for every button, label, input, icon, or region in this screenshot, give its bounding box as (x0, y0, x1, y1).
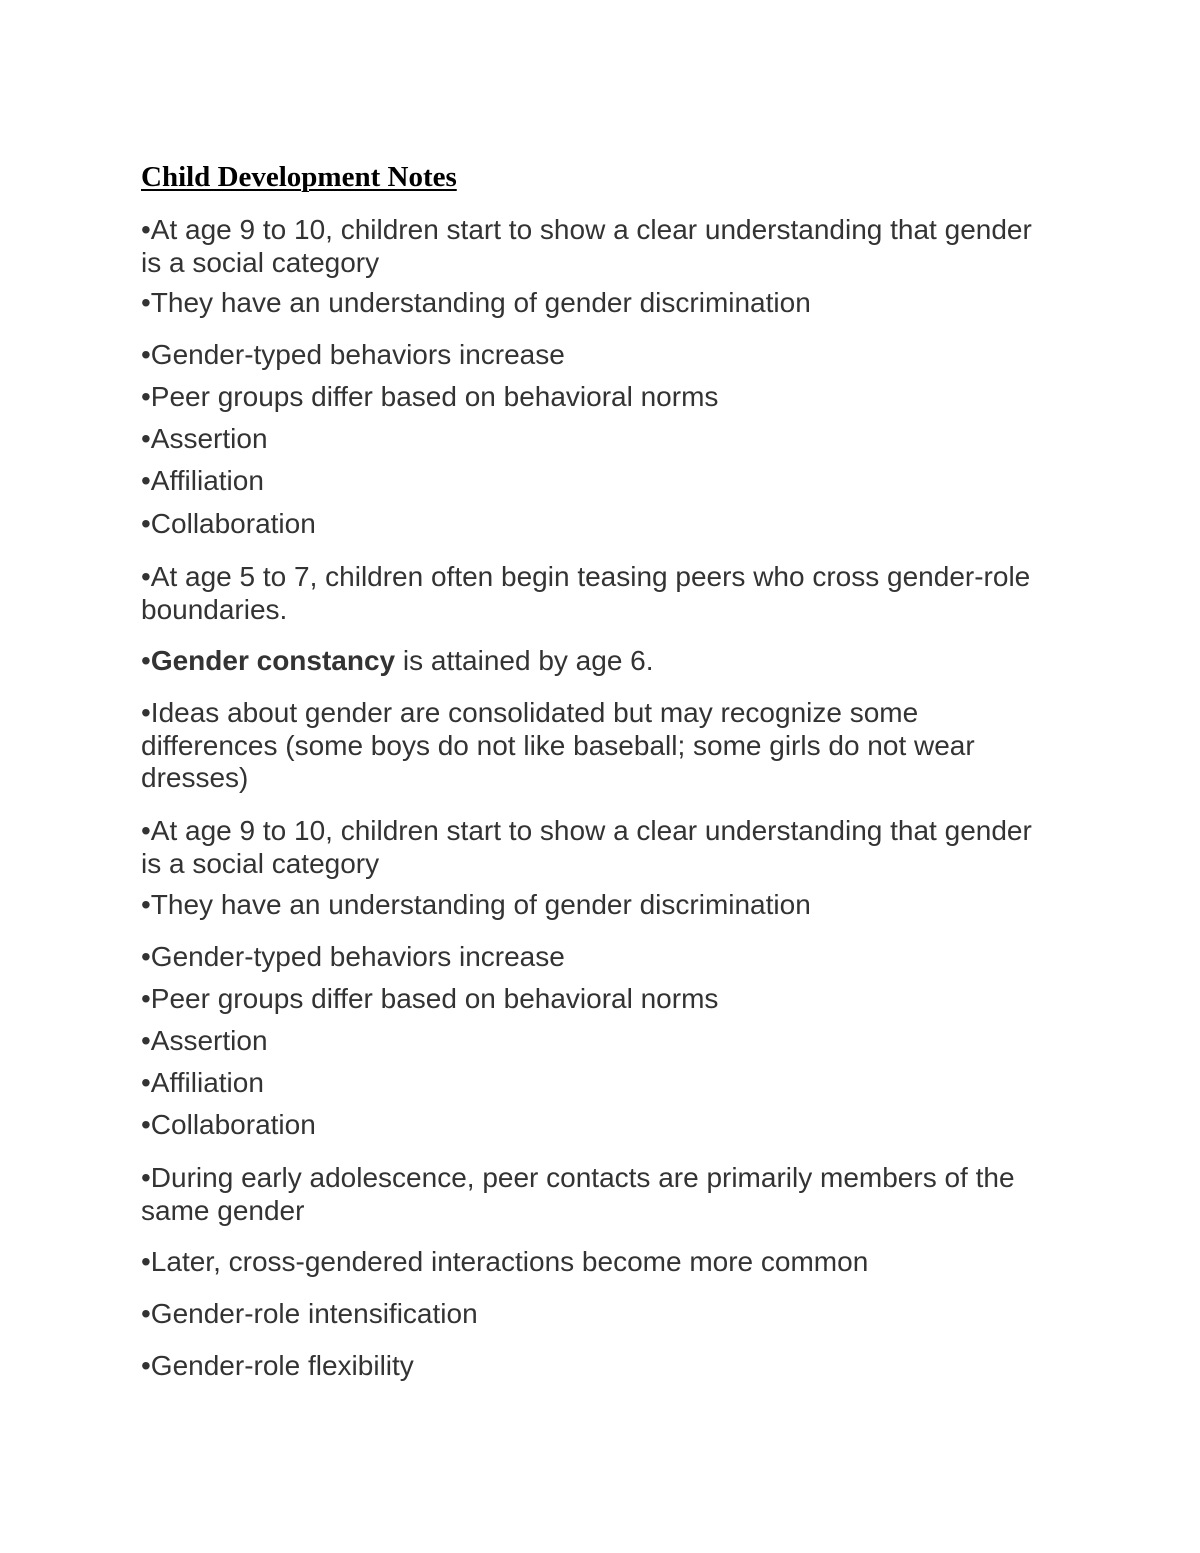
note-paragraph: •Gender-typed behaviors increase (141, 339, 565, 370)
note-paragraph: •Gender-typed behaviors increase (141, 941, 565, 972)
note-paragraph: •During early adolescence, peer contacts are primarily members of the same gender (141, 1162, 1015, 1226)
note-paragraph: •Affiliation (141, 465, 264, 496)
note-paragraph: •Affiliation (141, 1067, 264, 1098)
note-paragraph: •Collaboration (141, 1109, 316, 1140)
note-paragraph: •Peer groups differ based on behavioral norms (141, 381, 719, 412)
note-paragraph: •Gender-role intensification (141, 1298, 478, 1329)
bold-term: Gender constancy (150, 645, 396, 676)
note-paragraph: •They have an understanding of gender discrimination (141, 287, 811, 318)
paragraph-rest: is attained by age 6. (395, 645, 654, 676)
note-paragraph: •Later, cross-gendered interactions become more common (141, 1246, 869, 1277)
note-paragraph: •Collaboration (141, 508, 316, 539)
note-paragraph: •At age 9 to 10, children start to show a clear understanding that gender is a social category (141, 214, 1032, 278)
note-paragraph: •They have an understanding of gender discrimination (141, 889, 811, 920)
note-paragraph: •At age 9 to 10, children start to show a clear understanding that gender is a social category (141, 815, 1032, 879)
note-paragraph: •Gender-role flexibility (141, 1350, 414, 1381)
document-title: Child Development Notes (141, 161, 457, 193)
note-paragraph: •Peer groups differ based on behavioral norms (141, 983, 719, 1014)
note-paragraph: •At age 5 to 7, children often begin teasing peers who cross gender-role boundaries. (141, 561, 1031, 625)
note-paragraph-gender-constancy (141, 645, 1041, 678)
note-paragraph: •Assertion (141, 423, 268, 454)
note-paragraph: •Assertion (141, 1025, 268, 1056)
note-paragraph: •Ideas about gender are consolidated but may recognize some differences (some boys do not like baseball; some girls do not wear dresses) (141, 697, 975, 793)
bullet: • (141, 645, 151, 676)
